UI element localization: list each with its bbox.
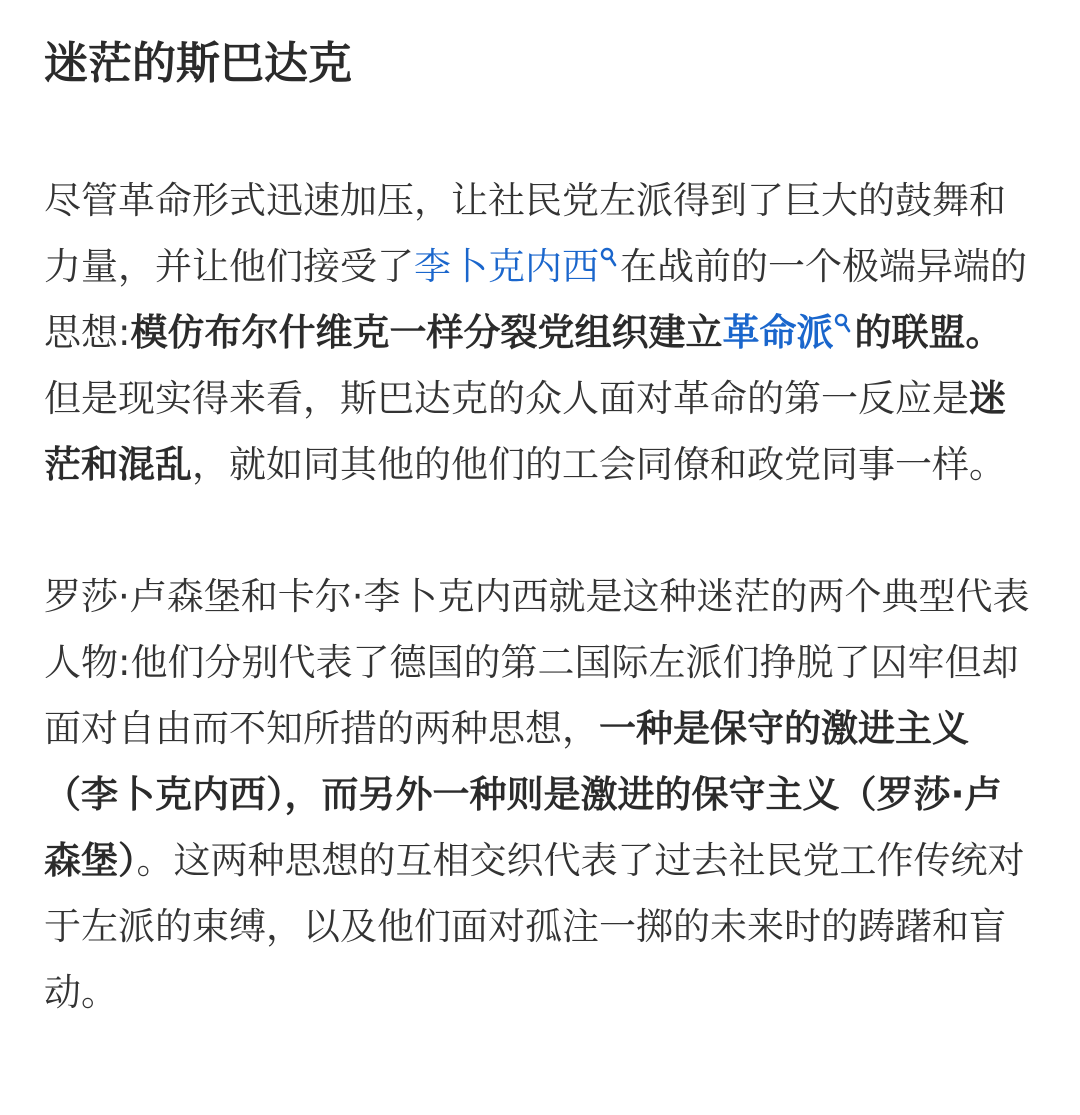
paragraph-2-text-1: 罗莎·卢森堡和卡尔·李卜克内西就是这种迷茫的两个典型代表人物:他们分别代表了德国的第二国际左派们挣脱了囚牢但却面对自由而不知所措的两种思想， xyxy=(44,575,1030,750)
search-icon[interactable] xyxy=(600,247,618,271)
paragraph-2-bold-1: 一种是保守的激进主义（李卜克内西），而另外一种则是激进的保守主义（罗莎·卢森堡） xyxy=(44,707,1002,882)
link-liebknecht[interactable]: 李卜克内西 xyxy=(414,245,599,288)
search-icon[interactable] xyxy=(834,313,852,337)
paragraph-1-text-2: 在战前的一个极端异端的思想: xyxy=(44,245,1027,354)
paragraph-1-bold-3: 迷茫和混乱 xyxy=(44,377,1006,486)
paragraph-1-text-4: ，就如同其他的他们的工会同僚和政党同事一样。 xyxy=(192,443,1006,486)
paragraph-1-bold-1: 模仿布尔什维克一样分裂党组织建立 xyxy=(130,311,723,354)
paragraph-2 xyxy=(44,564,1036,1026)
paragraph-2-text-2: 。这两种思想的互相交织代表了过去社民党工作传统对于左派的束缚，以及他们面对孤注一掷的未来时的踌躇和盲动。 xyxy=(44,839,1025,1014)
paragraph-1-text-1: 尽管革命形式迅速加压，让社民党左派得到了巨大的鼓舞和力量，并让他们接受了 xyxy=(44,179,1006,288)
paragraph-1-bold-2: 的联盟。 xyxy=(854,311,1003,354)
paragraph-1-text-3: 但是现实得来看，斯巴达克的众人面对革命的第一反应是 xyxy=(44,377,969,420)
page-title: 迷茫的斯巴达克 xyxy=(44,38,352,89)
paragraph-1 xyxy=(44,168,1036,498)
link-revolutionary-faction[interactable]: 革命派 xyxy=(722,311,834,354)
